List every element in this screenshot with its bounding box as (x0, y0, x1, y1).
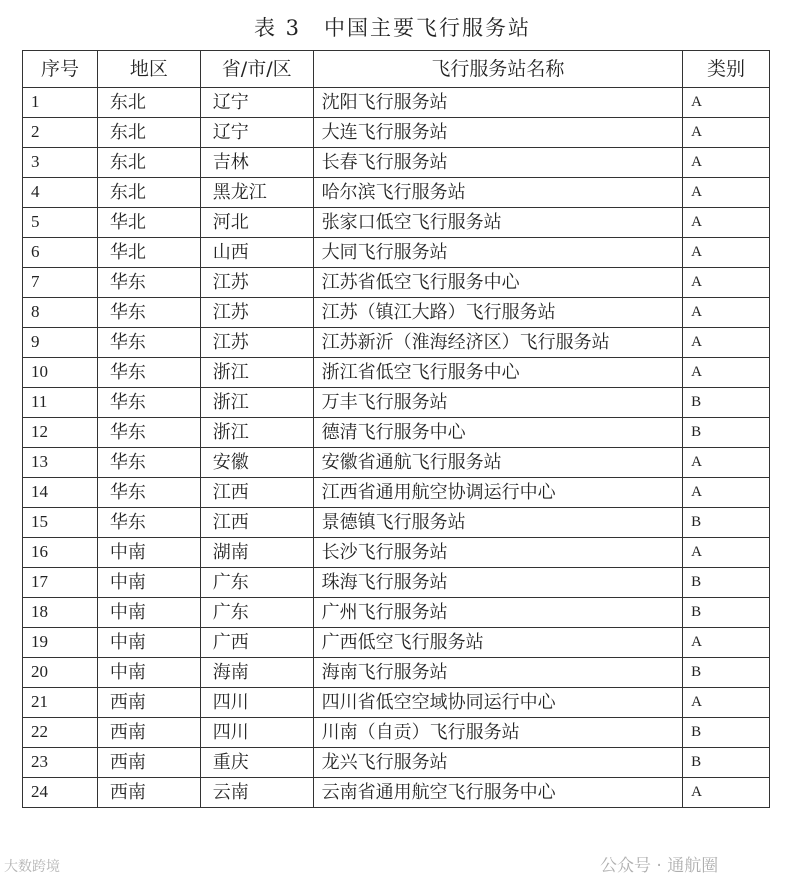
cell-category: B (683, 388, 770, 418)
cell-index: 9 (23, 328, 98, 358)
cell-category: A (683, 148, 770, 178)
cell-category: A (683, 358, 770, 388)
header-region: 地区 (97, 51, 200, 88)
cell-region: 西南 (97, 778, 200, 808)
cell-category: A (683, 298, 770, 328)
cell-province: 重庆 (200, 748, 313, 778)
cell-region: 华北 (97, 238, 200, 268)
cell-region: 中南 (97, 568, 200, 598)
cell-region: 华东 (97, 508, 200, 538)
table-row (23, 178, 770, 208)
cell-station-name: 江西省通用航空协调运行中心 (313, 478, 682, 508)
cell-index: 15 (23, 508, 98, 538)
cell-category: A (683, 208, 770, 238)
header-category: 类别 (683, 51, 770, 88)
header-station-name: 飞行服务站名称 (313, 51, 682, 88)
cell-province: 山西 (200, 238, 313, 268)
cell-province: 广东 (200, 598, 313, 628)
cell-province: 浙江 (200, 358, 313, 388)
table-row (23, 388, 770, 418)
cell-region: 华东 (97, 358, 200, 388)
table-row (23, 568, 770, 598)
cell-index: 4 (23, 178, 98, 208)
cell-index: 7 (23, 268, 98, 298)
header-province: 省/市/区 (200, 51, 313, 88)
cell-region: 西南 (97, 748, 200, 778)
cell-index: 24 (23, 778, 98, 808)
cell-region: 东北 (97, 178, 200, 208)
table-row (23, 418, 770, 448)
table-title: 表 3 中国主要飞行服务站 (253, 16, 532, 40)
cell-region: 华东 (97, 298, 200, 328)
cell-province: 安徽 (200, 448, 313, 478)
cell-province: 吉林 (200, 148, 313, 178)
cell-index: 14 (23, 478, 98, 508)
table-row (23, 538, 770, 568)
cell-province: 辽宁 (200, 88, 313, 118)
cell-province: 江西 (200, 478, 313, 508)
cell-province: 河北 (200, 208, 313, 238)
cell-category: B (683, 508, 770, 538)
cell-index: 22 (23, 718, 98, 748)
cell-station-name: 景德镇飞行服务站 (313, 508, 682, 538)
table-row (23, 478, 770, 508)
cell-index: 1 (23, 88, 98, 118)
cell-province: 四川 (200, 688, 313, 718)
cell-station-name: 大同飞行服务站 (313, 238, 682, 268)
cell-station-name: 大连飞行服务站 (313, 118, 682, 148)
cell-category: A (683, 628, 770, 658)
header-index: 序号 (23, 51, 98, 88)
cell-region: 华东 (97, 478, 200, 508)
cell-category: A (683, 448, 770, 478)
table-row (23, 328, 770, 358)
cell-station-name: 哈尔滨飞行服务站 (313, 178, 682, 208)
cell-region: 东北 (97, 118, 200, 148)
cell-category: A (683, 778, 770, 808)
cell-province: 湖南 (200, 538, 313, 568)
cell-category: A (683, 178, 770, 208)
cell-region: 东北 (97, 88, 200, 118)
table-row (23, 658, 770, 688)
cell-category: A (683, 238, 770, 268)
cell-category: A (683, 268, 770, 298)
table-row (23, 508, 770, 538)
cell-station-name: 龙兴飞行服务站 (313, 748, 682, 778)
cell-index: 6 (23, 238, 98, 268)
cell-region: 西南 (97, 718, 200, 748)
table-row (23, 298, 770, 328)
cell-province: 浙江 (200, 388, 313, 418)
table-row (23, 358, 770, 388)
cell-index: 12 (23, 418, 98, 448)
cell-region: 华东 (97, 388, 200, 418)
table-row (23, 148, 770, 178)
cell-station-name: 珠海飞行服务站 (313, 568, 682, 598)
cell-index: 5 (23, 208, 98, 238)
cell-category: B (683, 418, 770, 448)
cell-index: 3 (23, 148, 98, 178)
cell-category: A (683, 88, 770, 118)
cell-province: 广西 (200, 628, 313, 658)
cell-region: 华东 (97, 328, 200, 358)
cell-station-name: 长春飞行服务站 (313, 148, 682, 178)
cell-station-name: 海南飞行服务站 (313, 658, 682, 688)
table-row (23, 718, 770, 748)
cell-station-name: 江苏省低空飞行服务中心 (313, 268, 682, 298)
cell-province: 浙江 (200, 418, 313, 448)
cell-index: 11 (23, 388, 98, 418)
cell-region: 华东 (97, 268, 200, 298)
cell-province: 江苏 (200, 268, 313, 298)
cell-station-name: 长沙飞行服务站 (313, 538, 682, 568)
cell-category: B (683, 598, 770, 628)
cell-province: 广东 (200, 568, 313, 598)
cell-province: 江苏 (200, 328, 313, 358)
cell-index: 8 (23, 298, 98, 328)
cell-region: 中南 (97, 628, 200, 658)
cell-category: A (683, 328, 770, 358)
cell-index: 2 (23, 118, 98, 148)
cell-station-name: 安徽省通航飞行服务站 (313, 448, 682, 478)
cell-region: 华东 (97, 418, 200, 448)
cell-station-name: 江苏（镇江大路）飞行服务站 (313, 298, 682, 328)
cell-province: 辽宁 (200, 118, 313, 148)
cell-region: 华东 (97, 448, 200, 478)
table-row (23, 778, 770, 808)
cell-station-name: 四川省低空空域协同运行中心 (313, 688, 682, 718)
cell-station-name: 广州飞行服务站 (313, 598, 682, 628)
flight-service-stations-table (22, 50, 770, 808)
cell-region: 东北 (97, 148, 200, 178)
cell-category: A (683, 538, 770, 568)
cell-region: 西南 (97, 688, 200, 718)
cell-station-name: 德清飞行服务中心 (313, 418, 682, 448)
cell-index: 21 (23, 688, 98, 718)
cell-station-name: 广西低空飞行服务站 (313, 628, 682, 658)
cell-index: 23 (23, 748, 98, 778)
table-row (23, 628, 770, 658)
table-row (23, 208, 770, 238)
cell-category: A (683, 478, 770, 508)
cell-index: 17 (23, 568, 98, 598)
cell-province: 四川 (200, 718, 313, 748)
cell-region: 中南 (97, 598, 200, 628)
cell-station-name: 川南（自贡）飞行服务站 (313, 718, 682, 748)
cell-index: 13 (23, 448, 98, 478)
watermark-left: 大数跨境 (4, 859, 60, 875)
cell-index: 10 (23, 358, 98, 388)
cell-category: B (683, 748, 770, 778)
cell-region: 中南 (97, 658, 200, 688)
cell-index: 19 (23, 628, 98, 658)
cell-index: 16 (23, 538, 98, 568)
table-row (23, 448, 770, 478)
header-row (23, 51, 770, 88)
cell-station-name: 沈阳飞行服务站 (313, 88, 682, 118)
cell-station-name: 江苏新沂（淮海经济区）飞行服务站 (313, 328, 682, 358)
cell-province: 江苏 (200, 298, 313, 328)
watermark-right: 公众号 · 通航圈 (600, 856, 719, 876)
cell-region: 华北 (97, 208, 200, 238)
table-row (23, 238, 770, 268)
cell-index: 18 (23, 598, 98, 628)
cell-category: B (683, 568, 770, 598)
table-row (23, 688, 770, 718)
cell-station-name: 浙江省低空飞行服务中心 (313, 358, 682, 388)
table-row (23, 268, 770, 298)
cell-province: 云南 (200, 778, 313, 808)
cell-province: 海南 (200, 658, 313, 688)
cell-province: 黑龙江 (200, 178, 313, 208)
table-row (23, 598, 770, 628)
cell-station-name: 万丰飞行服务站 (313, 388, 682, 418)
cell-index: 20 (23, 658, 98, 688)
table-row (23, 118, 770, 148)
cell-category: B (683, 658, 770, 688)
cell-category: A (683, 118, 770, 148)
cell-station-name: 云南省通用航空飞行服务中心 (313, 778, 682, 808)
cell-station-name: 张家口低空飞行服务站 (313, 208, 682, 238)
cell-category: B (683, 718, 770, 748)
cell-category: A (683, 688, 770, 718)
cell-region: 中南 (97, 538, 200, 568)
table-row (23, 88, 770, 118)
table-row (23, 748, 770, 778)
cell-province: 江西 (200, 508, 313, 538)
